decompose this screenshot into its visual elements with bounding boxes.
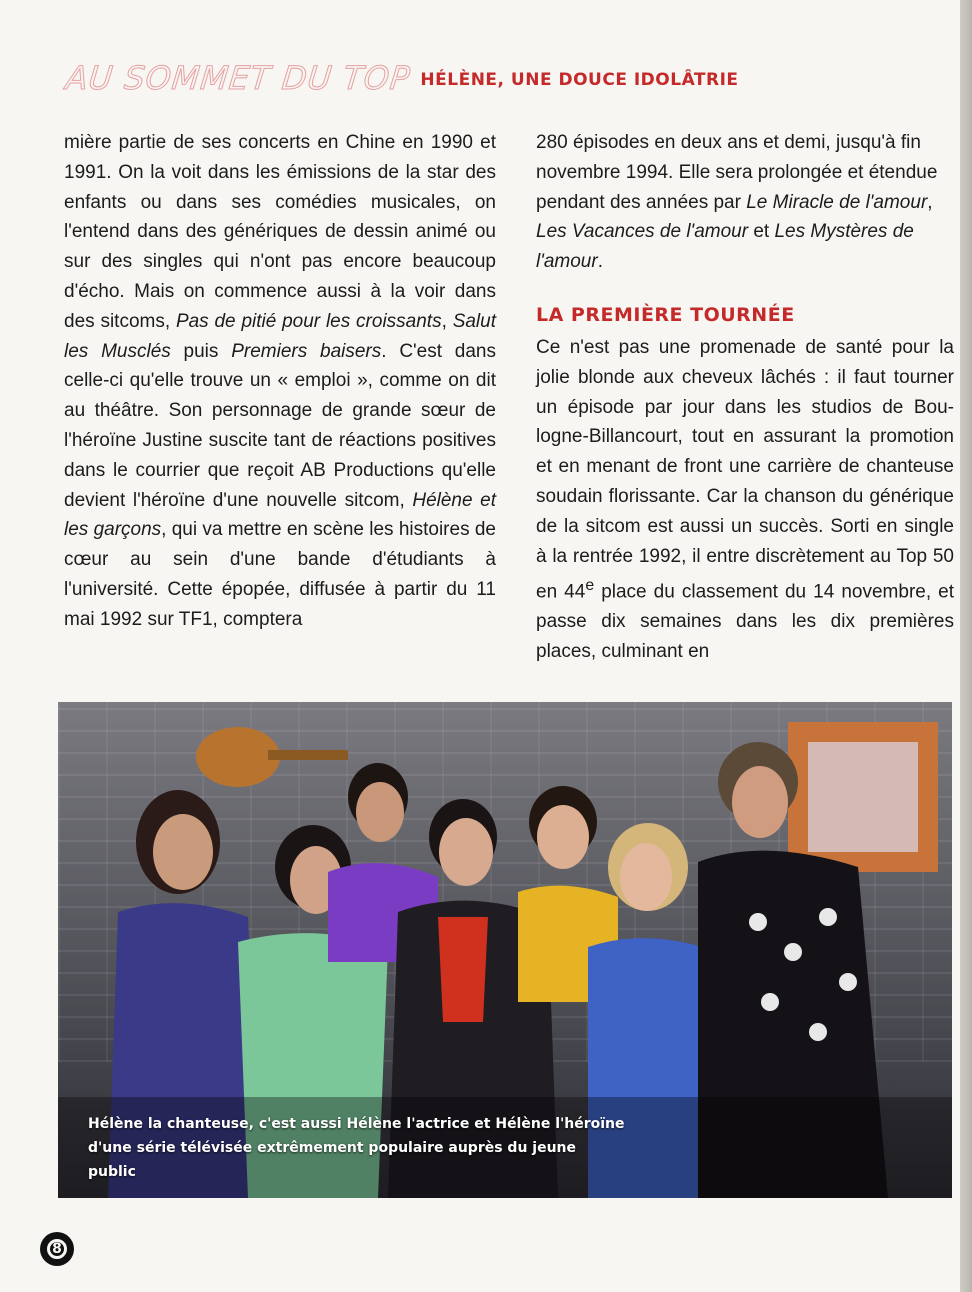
right-text-2b: place du classement du 14 novembre, et passe dix semaines dans les dix premières places, culminant en (536, 581, 955, 663)
left-text-2: . C'est dans celle-ci qu'elle trouve un « emploi », comme on dit au théâtre. Son personnage de grande sœur de l'héroïne Justine suscite tant de réactions positives dans le courrier que reçoit AB Productions qu'elle devient l'héroïne d'une nouvelle sitcom, (64, 340, 496, 511)
caption-line-2: d'une série télévisée extrêmement populaire auprès du jeune public (88, 1140, 577, 1180)
left-text-3: , qui va mettre en scène les histoires de cœur au sein d'une bande d'étudiants à l'université. Cette épopée, diffusée à partir du 11 mai 1992 sur TF1, comptera (64, 519, 496, 630)
right-sep-1: , (927, 191, 933, 213)
ordinal-suffix: e (585, 577, 595, 595)
right-end-1: . (597, 251, 603, 273)
right-title-2: Les Vacances de l'amour (536, 221, 749, 243)
right-title-1: Le Miracle de l'amour (746, 191, 928, 213)
page-edge (960, 0, 972, 1292)
left-title-1: Pas de pitié pour les croissants (175, 310, 442, 332)
right-text-2a: Ce n'est pas une promenade de santé pour la jolie blonde aux cheveux lâchés : il faut tourner un épisode par jour dans les studios de Boulogne-Billancourt, tout en assurant la promotion et en menant de front une carrière de chanteuse soudain florissante. Car la chanson du générique de la sitcom est aussi un succès. Sorti en single à la rentrée 1992, il entre discrètement au Top 50 en 44 (536, 336, 954, 603)
section-kicker: AU SOMMET DU TOP (64, 59, 413, 97)
page-number-badge (40, 1232, 74, 1266)
section-subheading: LA PREMIÈRE TOURNÉE (536, 303, 795, 326)
photo-caption (88, 1112, 628, 1184)
caption-line-1: Hélène la chanteuse, c'est aussi Hélène l'actrice et Hélène l'héroïne (88, 1116, 625, 1132)
left-text-1: mière partie de ses concerts en Chine en 1990 et 1991. On la voit dans les émissions de la star des enfants ou dans ses comédies musicales, on l'entend dans des génériques de dessin animé ou sur des singles qui n'ont pas encore beaucoup d'écho. Mais on commence aussi à la voir dans des sitcoms, (64, 132, 496, 332)
right-column (536, 128, 954, 667)
right-sep-2: et (748, 221, 775, 243)
left-sep-1: , (441, 310, 453, 332)
page-header (64, 50, 916, 97)
right-text-1: 280 épisodes en deux ans et demi, jusqu'à fin novembre 1994. Elle sera prolongée et étendue pendant des années par (536, 132, 938, 213)
left-column (64, 128, 496, 635)
left-title-3: Premiers baisers (231, 340, 382, 362)
page-number: 8 (47, 1239, 67, 1259)
right-paragraph-1 (536, 128, 954, 277)
left-title-2: Salut les Musclés (64, 310, 496, 362)
left-title-4: Hélène et les garçons (64, 489, 497, 541)
left-paragraph (64, 128, 496, 635)
left-sep-2: puis (170, 340, 232, 362)
right-paragraph-2 (536, 333, 954, 667)
guitar-decoration (196, 727, 348, 787)
right-title-3: Les Mystères de l'amour (536, 221, 914, 273)
chapter-title: HÉLÈNE, UNE DOUCE IDOLÂTRIE (420, 70, 739, 90)
cast-photo (58, 702, 952, 1198)
